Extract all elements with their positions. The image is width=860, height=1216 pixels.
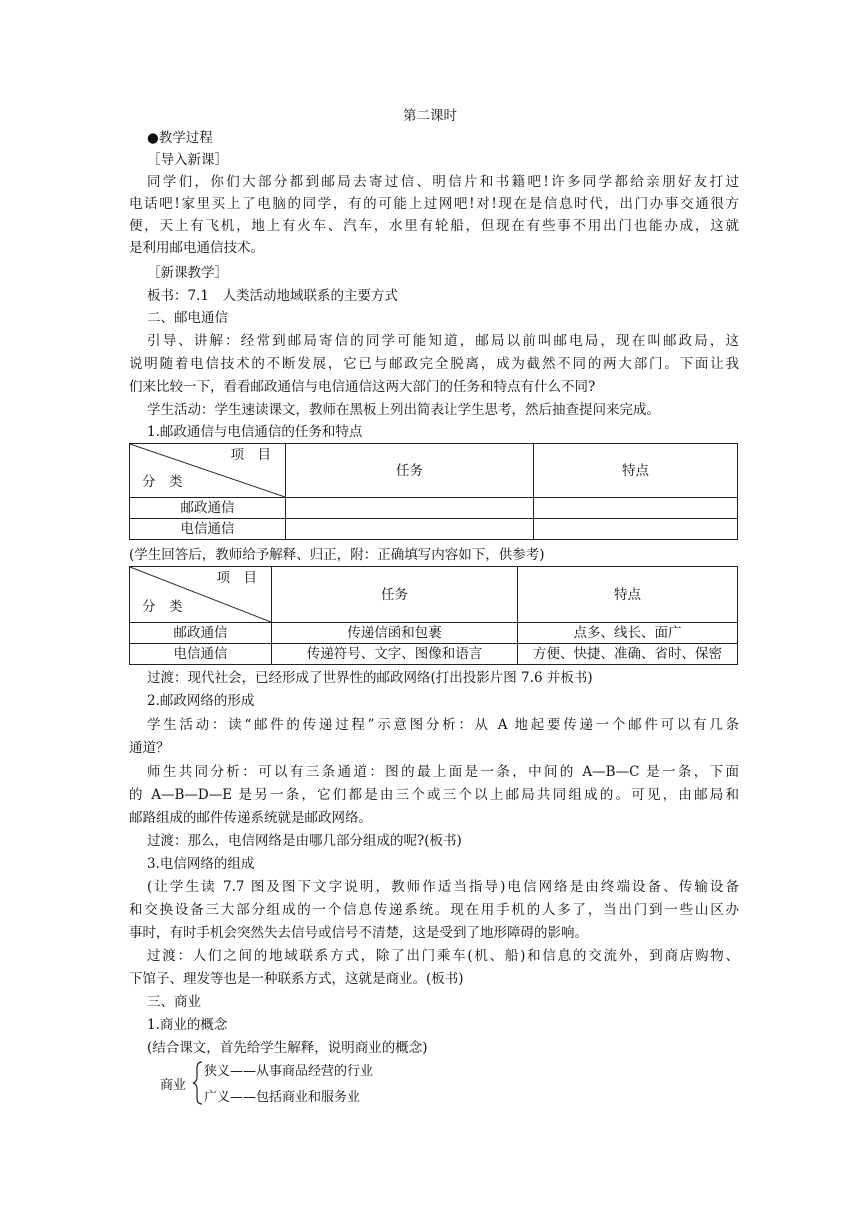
- heading-1: 1.邮政通信与电信通信的任务和特点: [147, 424, 363, 440]
- telecom-line: 事时，有时手机会突然失去信号或信号不清楚，这是受到了地形障碍的影响。: [129, 925, 588, 941]
- telecom-line: (让学生读 7.7 图及图下文字说明，教师作适当指导)电信网络是由终端设备、传输设备: [147, 879, 739, 895]
- row-feature: [534, 498, 738, 519]
- note-1: (学生回答后，教师给予解释、归正，附：正确填写内容如下，供参考): [129, 547, 545, 563]
- table-empty: [129, 443, 738, 540]
- table-corner-cell: [130, 444, 286, 498]
- row-feature: [534, 519, 738, 540]
- column-header-feature: 特点: [518, 567, 738, 623]
- column-header-feature: 特点: [534, 444, 738, 498]
- intro-line: 同学们，你们大部分都到邮局去寄过信、明信片和书籍吧!许多同学都给亲朋好友打过: [147, 174, 739, 190]
- analysis-line: 师生共同分析：可以有三条通道：图的最上面是一条，中间的 A—B—C 是一条，下面: [147, 764, 739, 780]
- table-corner-cell: [130, 567, 272, 623]
- commerce-label: 商业: [160, 1078, 187, 1093]
- section-3-heading: 三、商业: [147, 994, 201, 1010]
- column-header-task: 任务: [272, 567, 518, 623]
- note-2: (结合课文，首先给学生解释，说明商业的概念): [147, 1040, 428, 1056]
- row-task: [286, 498, 534, 519]
- row-name: 电信通信: [130, 644, 272, 665]
- bracket-intro: ［导入新课］: [147, 152, 228, 168]
- row-task: [286, 519, 534, 540]
- heading-3: 3.电信网络的组成: [147, 856, 255, 872]
- table-row: [130, 644, 738, 665]
- corner-label-top: 项 目: [216, 570, 257, 586]
- row-name: 邮政通信: [130, 498, 286, 519]
- heading-2: 2.邮政网络的形成: [147, 693, 255, 709]
- commerce-brace-diagram: [160, 1060, 460, 1106]
- corner-label-bottom: 分 类: [142, 474, 183, 490]
- column-header-task: 任务: [286, 444, 534, 498]
- table-filled: [129, 566, 738, 665]
- telecom-line: 和交换设备三大部分组成的一个信息传递系统。现在用手机的人多了，当出门到一些山区办: [129, 902, 739, 918]
- corner-label-bottom: 分 类: [142, 599, 183, 615]
- guide-line: 引导、讲解：经常到邮局寄信的同学可能知道，邮局以前叫邮电局，现在叫邮政局，这: [147, 333, 739, 349]
- commerce-narrow-definition: 狭义——从事商品经营的行业: [204, 1064, 374, 1079]
- transition-2: 过渡：那么，电信网络是由哪几部分组成的呢?(板书): [147, 833, 462, 849]
- row-feature: 点多、线长、面广: [518, 623, 738, 644]
- row-name: 邮政通信: [130, 623, 272, 644]
- commerce-broad-definition: 广义——包括商业和服务业: [204, 1090, 361, 1105]
- intro-line: 是利用邮电通信技术。: [129, 240, 264, 256]
- page-title: 第二课时: [403, 108, 457, 124]
- left-brace-icon: [192, 1060, 204, 1106]
- corner-label-top: 项 目: [230, 447, 271, 463]
- heading-4: 1.商业的概念: [147, 1017, 228, 1033]
- bracket-new: ［新课教学］: [147, 265, 228, 281]
- intro-line: 电话吧!家里买上了电脑的同学，有的可能上过网吧!对!现在是信息时代，出门办事交通很方: [129, 196, 739, 212]
- activity-1: 学生活动：学生速读课文，教师在黑板上列出简表让学生思考，然后抽查提问来完成。: [147, 402, 660, 418]
- transition-1: 过渡：现代社会，已经形成了世界性的邮政网络(打出投影片图 7.6 并板书): [147, 670, 593, 686]
- table-row: [130, 519, 738, 540]
- row-task: 传递信函和包裹: [272, 623, 518, 644]
- guide-line: 们来比较一下，看看邮政通信与电信通信这两大部门的任务和特点有什么不同?: [129, 379, 596, 395]
- guide-line: 说明随着电信技术的不断发展，它已与邮政完全脱离，成为截然不同的两大部门。下面让我: [129, 356, 739, 372]
- analysis-line: 邮路组成的邮件传递系统就是邮政网络。: [129, 810, 372, 826]
- activity-2-line: 学生活动：读“邮件的传递过程”示意图分析：从 A 地起要传递一个邮件可以有几条: [147, 717, 739, 733]
- analysis-line: 的 A—B—D—E 是另一条，它们都是由三个或三个以上邮局共同组成的。可见，由邮局和: [129, 787, 739, 803]
- section-2-heading: 二、邮电通信: [147, 310, 228, 326]
- intro-line: 便，天上有飞机，地上有火车、汽车，水里有轮船，但现在有些事不用出门也能办成，这就: [129, 218, 739, 234]
- row-feature: 方便、快捷、准确、省时、保密: [518, 644, 738, 665]
- table-row: [130, 623, 738, 644]
- transition-3-line: 过渡：人们之间的地域联系方式，除了出门乘车(机、船)和信息的交流外，到商店购物、: [147, 948, 739, 964]
- activity-2-line: 通道？: [129, 740, 170, 756]
- transition-3-line: 下馆子、理发等也是一种联系方式，这就是商业。(板书): [129, 971, 464, 987]
- table-row: [130, 498, 738, 519]
- board-text: 板书：7.1 人类活动地域联系的主要方式: [147, 288, 398, 304]
- section-process-heading: ●教学过程: [147, 130, 213, 146]
- row-task: 传递符号、文字、图像和语言: [272, 644, 518, 665]
- row-name: 电信通信: [130, 519, 286, 540]
